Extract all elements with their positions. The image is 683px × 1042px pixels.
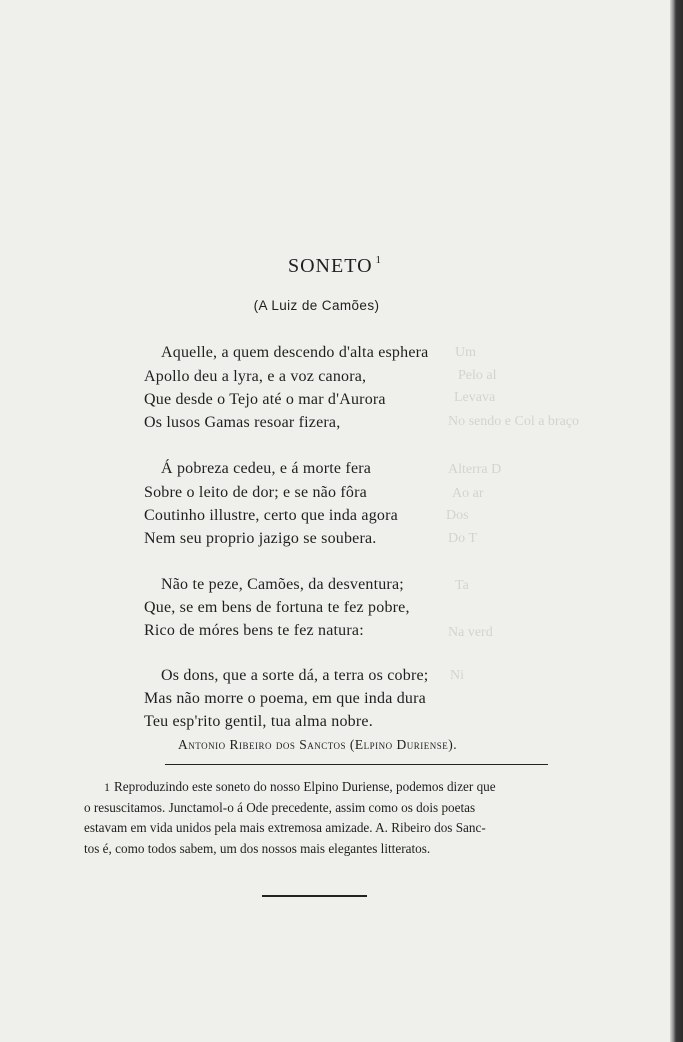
footnote-line: tos é, como todos sabem, um dos nossos mais elegantes litteratos. [84, 840, 431, 856]
verse-line: Coutinho illustre, certo que inda agora [144, 507, 398, 524]
book-page: Um Pelo al Levava No sendo e Col a braço Alterra D Ao ar Dos Do T Ta Na verd Ni SONETO $^1$ (A Luiz de Camões) Aquelle, a quem descendo d'alta esphera Apollo deu a lyra, e a voz canora, Que desde o Tejo até o mar d'Aurora Os lusos Gamas resoar fizera, Á pobreza cedeu, e á morte fera Sobre o leito de dor; e se não fôra Coutinho illustre, certo que inda agora Nem seu proprio jazigo se soubera. Não te peze, Camões, da desventura; Que, se em bens de fortuna te fez pobre, Rico de móres bens te fez natura: Os dons, que a sorte dá, a terra os cobre; Mas não morre o poema, em que inda dura Teu esp'rito gentil, tua alma nobre. Antonio Ribeiro dos Sanctos (Elpino Duriense). 1 Reproduzindo este soneto do nosso Elpino Duriense, podemos dizer que o resuscitamos. Junctamol-o á Ode precedente, assim como os dois poetas estavam em vida unidos pela mais extremosa amizade. A. Ribeiro dos Sanc- tos é, como todos sabem, um dos nossos mais elegantes litteratos. [0, 0, 670, 1042]
footnote-line: 1 Reproduzindo este soneto do nosso Elpino Duriense, podemos dizer que [104, 779, 496, 794]
verse-line: Os dons, que a sorte dá, a terra os cobre; [161, 667, 429, 684]
footnote-line: estavam em vida unidos pela mais extremosa amizade. A. Ribeiro dos Sanc- [84, 820, 486, 835]
closing-rule [262, 895, 367, 897]
verse-line: Mas não morre o poema, em que inda dura [144, 690, 426, 707]
verse-line: Teu esp'rito gentil, tua alma nobre. [144, 713, 373, 730]
verse-line: Que, se em bens de fortuna te fez pobre, [144, 599, 410, 616]
footnote-reference: 1 [375, 254, 383, 266]
verse-line: Não te peze, Camões, da desventura; [161, 576, 404, 593]
poem-dedication: (A Luiz de Camões) [253, 298, 380, 313]
verse-line: Sobre o leito de dor; e se não fôra [144, 484, 367, 501]
poem-title-text: SONETO [287, 255, 373, 277]
verse-line: Que desde o Tejo até o mar d'Aurora [144, 391, 386, 408]
footnote-separator [165, 764, 548, 765]
page-edge-shadow [670, 0, 683, 1042]
verse-line: Apollo deu a lyra, e a voz canora, [144, 368, 367, 385]
verse-line: Á pobreza cedeu, e á morte fera [161, 460, 372, 477]
footnote-mark: 1 [104, 780, 110, 794]
verse-line: Rico de móres bens te fez natura: [144, 622, 364, 639]
footnote-line: o resuscitamos. Junctamol-o á Ode precedente, assim como os dois poetas [84, 799, 476, 815]
poem-author: Antonio Ribeiro dos Sanctos (Elpino Duriense). [178, 737, 458, 752]
verse-line: Nem seu proprio jazigo se soubera. [144, 530, 377, 547]
footnote [84, 777, 552, 859]
verse-line: Aquelle, a quem descendo d'alta esphera [161, 344, 429, 361]
poem-title [0, 254, 670, 278]
verse-line: Os lusos Gamas resoar fizera, [144, 414, 341, 431]
